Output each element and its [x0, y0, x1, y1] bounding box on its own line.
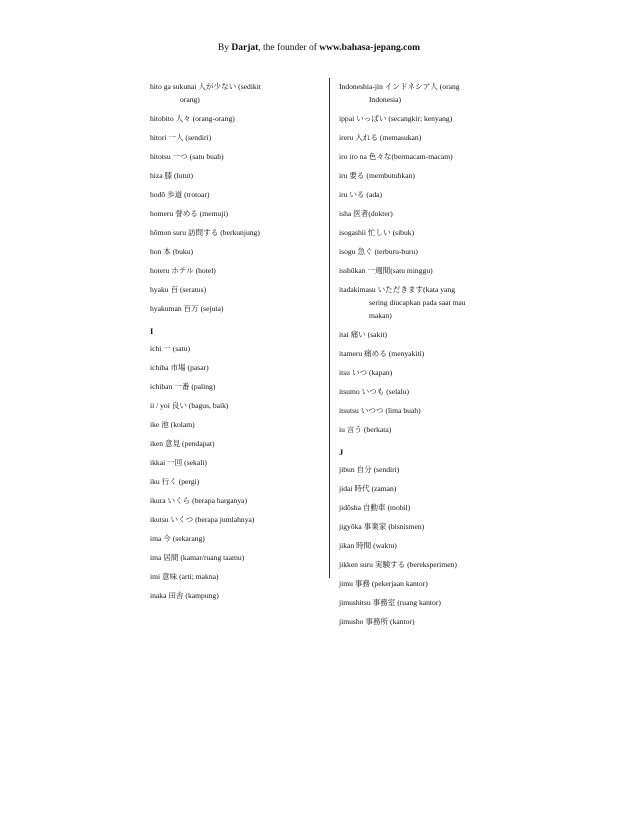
entry-text: iru いる (ada)	[339, 190, 383, 199]
entry-text: hodō 歩道 (trotoar)	[150, 190, 210, 199]
dictionary-entry	[339, 114, 504, 123]
entry-text: isogashii 忙しい (sibuk)	[339, 228, 415, 237]
dictionary-entry	[339, 617, 504, 626]
dictionary-entry	[339, 484, 504, 493]
section-letter: J	[339, 447, 344, 457]
entry-text: itsutsu いつつ (lima buah)	[339, 406, 421, 415]
entry-continuation: makan)	[369, 311, 392, 320]
entry-text: inaka 田舎 (kampung)	[150, 591, 219, 600]
entry-text: jimushitsu 事務室 (ruang kantor)	[339, 598, 441, 607]
dictionary-entry	[339, 247, 504, 256]
dictionary-entry	[339, 330, 504, 339]
entry-text: ireru 入れる (memasukan)	[339, 133, 422, 142]
entry-text: itameru 痛める (menyakiti)	[339, 349, 425, 358]
dictionary-entry	[339, 503, 504, 512]
dictionary-entry	[150, 266, 315, 275]
dictionary-entry	[150, 420, 315, 429]
header-site-link[interactable]: www.bahasa-jepang.com	[319, 43, 421, 53]
dictionary-entry	[339, 82, 504, 104]
dictionary-entry	[339, 406, 504, 415]
entry-text: isha 医者(dokter)	[339, 209, 393, 218]
dictionary-entry	[150, 382, 315, 391]
dictionary-entry	[150, 401, 315, 410]
entry-text: imi 意味 (arti; makna)	[150, 572, 219, 581]
dictionary-entry	[339, 425, 504, 434]
column-divider	[329, 78, 330, 578]
entry-continuation: Indonesia)	[369, 95, 402, 104]
entry-text: itadakimasu いただきます(kata yang	[339, 285, 455, 294]
entry-text: hon 本 (buku)	[150, 247, 194, 256]
dictionary-entry	[339, 209, 504, 218]
entry-text: jidai 時代 (zaman)	[339, 484, 397, 493]
dictionary-entry	[150, 515, 315, 524]
entry-text: itsu いつ (kapan)	[339, 368, 393, 377]
dictionary-entry	[150, 228, 315, 237]
dictionary-entry	[339, 541, 504, 550]
entry-continuation: orang)	[180, 95, 200, 104]
entry-text: hyaku 百 (seratus)	[150, 285, 207, 294]
dictionary-entry	[339, 190, 504, 199]
entry-text: hitori 一人 (sendiri)	[150, 133, 212, 142]
dictionary-entry	[339, 465, 504, 474]
entry-text: iru 要る (membutuhkan)	[339, 171, 415, 180]
entry-continuation: sering diucapkan pada saat mau	[369, 298, 466, 307]
entry-text: iku 行く (pergi)	[150, 477, 200, 486]
entry-text: itai 痛い (sakit)	[339, 330, 388, 339]
entry-text: ima 今 (sekarang)	[150, 534, 205, 543]
entry-text: ii / yoi 良い (bagus, baik)	[150, 401, 229, 410]
header-author: Darjat	[231, 43, 259, 53]
dictionary-entry	[150, 344, 315, 353]
dictionary-entry	[339, 228, 504, 237]
entry-text: homeru 誉める (memuji)	[150, 209, 229, 218]
dictionary-entry	[150, 171, 315, 180]
entry-text: jidōsha 自動車 (mobil)	[339, 503, 411, 512]
dictionary-entry	[339, 387, 504, 396]
section-letter: I	[150, 326, 154, 336]
entry-text: jigyōka 事業家 (bisnismen)	[339, 522, 425, 531]
page-header	[0, 43, 638, 53]
entry-text: ichiban 一番 (paling)	[150, 382, 216, 391]
entry-text: jibun 自分 (sendiri)	[339, 465, 400, 474]
entry-text: ima 居間 (kamar/ruang taamu)	[150, 553, 245, 562]
dictionary-entry	[150, 82, 315, 104]
dictionary-entry	[150, 553, 315, 562]
entry-text: jikken suru 実験する (bereksperimen)	[339, 560, 457, 569]
dictionary-entry	[339, 598, 504, 607]
dictionary-entry	[339, 171, 504, 180]
entry-text: jimusho 事務所 (kantor)	[339, 617, 415, 626]
entry-text: isogu 急ぐ (terburu-buru)	[339, 247, 418, 256]
entry-text: ikura いくら (berapa harganya)	[150, 496, 248, 505]
entry-text: hito ga sukunai 人が少ない (sedikit	[150, 82, 261, 91]
entry-text: ikutsu いくつ (berapa jumlahnya)	[150, 515, 255, 524]
dictionary-entry	[339, 560, 504, 569]
dictionary-entry	[150, 152, 315, 161]
left-column	[150, 82, 315, 610]
entry-text: hyakuman 百万 (sejuta)	[150, 304, 224, 313]
dictionary-entry	[150, 363, 315, 372]
dictionary-entry	[339, 579, 504, 588]
entry-text: iken 意見 (pendapat)	[150, 439, 215, 448]
entry-text: hitobito 人々 (orang-orang)	[150, 114, 235, 123]
dictionary-entry	[339, 285, 504, 320]
entry-text: jikan 時間 (waktu)	[339, 541, 397, 550]
dictionary-entry	[150, 496, 315, 505]
entry-text: iro iro na 色々な(bermacam-macam)	[339, 152, 453, 161]
entry-text: itsumo いつも (selalu)	[339, 387, 410, 396]
entry-text: hoteru ホテル (hotel)	[150, 266, 216, 275]
entry-text: ichi 一 (satu)	[150, 344, 191, 353]
dictionary-entry	[150, 591, 315, 600]
entry-text: ike 池 (kolam)	[150, 420, 195, 429]
header-prefix: By	[217, 43, 232, 53]
dictionary-entry	[150, 209, 315, 218]
dictionary-entry	[339, 266, 504, 275]
header-middle: , the founder of	[258, 43, 320, 53]
dictionary-entry	[150, 190, 315, 199]
entry-text: Indoneshia-jin インドネシア人 (orang	[339, 82, 460, 91]
dictionary-entry	[150, 477, 315, 486]
dictionary-entry	[150, 439, 315, 448]
entry-text: hōmon suru 訪問する (berkunjung)	[150, 228, 260, 237]
dictionary-entry	[339, 522, 504, 531]
entry-text: jimu 事務 (pekerjaan kantor)	[339, 579, 428, 588]
dictionary-entry	[150, 458, 315, 467]
entry-text: hiza 膝 (lutut)	[150, 171, 194, 180]
dictionary-entry	[150, 572, 315, 581]
dictionary-entry	[150, 534, 315, 543]
entry-text: ippai いっぱい (secangkir; kenyang)	[339, 114, 453, 123]
entry-text: ikkai 一回 (sekali)	[150, 458, 207, 467]
dictionary-entry	[150, 304, 315, 313]
dictionary-entry	[150, 285, 315, 294]
right-column	[339, 82, 504, 636]
entry-text: iu 言う (berkata)	[339, 425, 392, 434]
dictionary-entry	[150, 114, 315, 123]
entry-text: ichiba 市場 (pasar)	[150, 363, 209, 372]
dictionary-entry	[339, 368, 504, 377]
dictionary-entry	[339, 349, 504, 358]
dictionary-entry	[339, 133, 504, 142]
entry-text: hitotsu 一つ (satu buah)	[150, 152, 224, 161]
dictionary-entry	[150, 247, 315, 256]
dictionary-entry	[339, 152, 504, 161]
entry-text: isshūkan 一週間(satu minggu)	[339, 266, 433, 275]
dictionary-entry	[150, 133, 315, 142]
